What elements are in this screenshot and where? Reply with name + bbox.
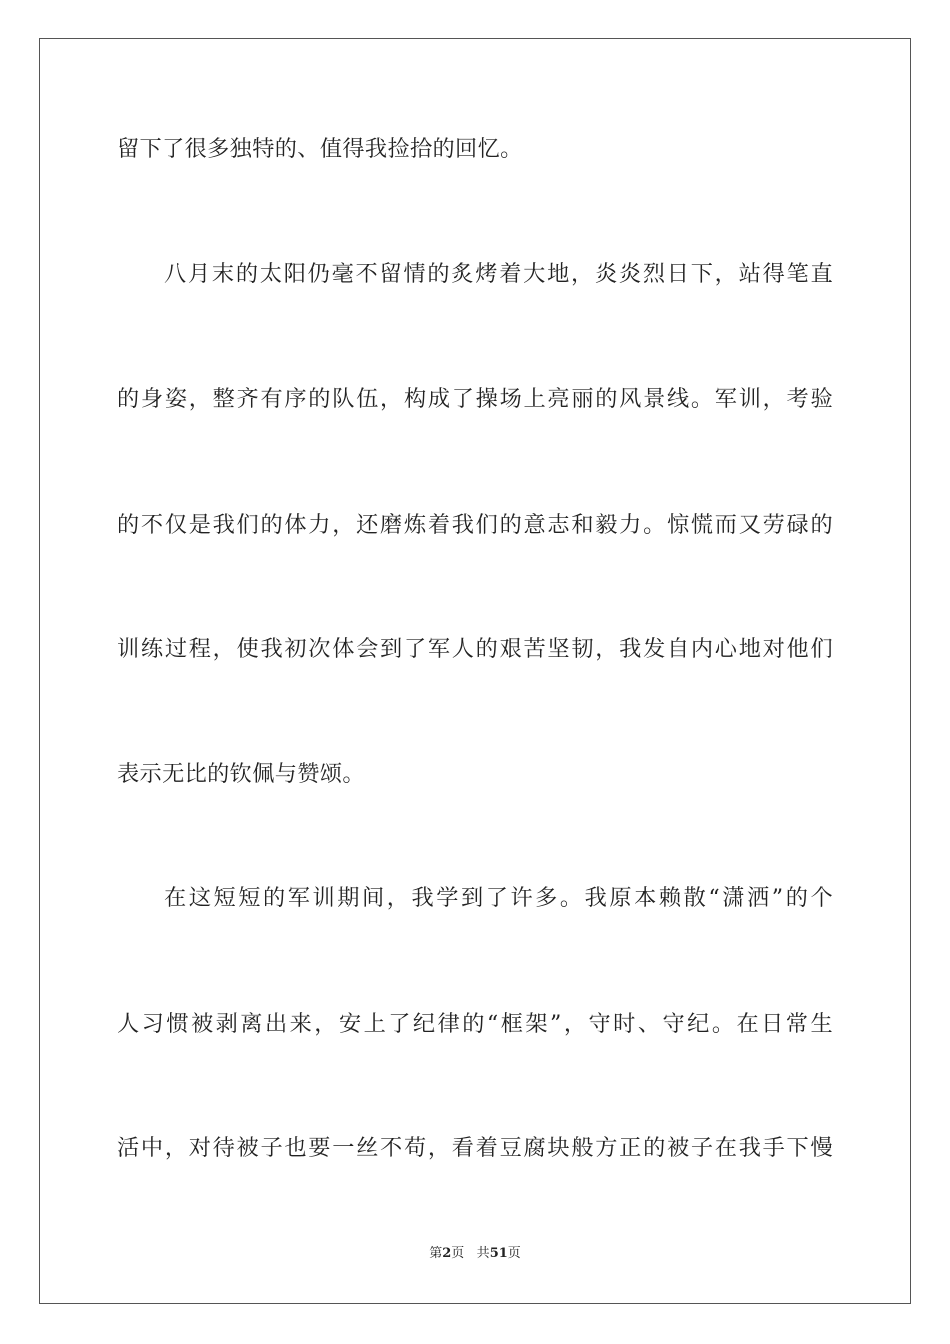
page-number: 2 xyxy=(442,1246,452,1261)
paragraph-line: 的不仅是我们的体力，还磨炼着我们的意志和毅力。惊慌而又劳碌的 xyxy=(117,512,833,538)
paragraph-line: 八月末的太阳仍毫不留情的炙烤着大地，炎炎烈日下，站得笔直 xyxy=(164,261,833,287)
paragraph-line: 在这短短的军训期间，我学到了许多。我原本赖散“潇洒”的个 xyxy=(164,885,833,911)
page-border xyxy=(39,38,911,1304)
paragraph-line: 的身姿，整齐有序的队伍，构成了操场上亮丽的风景线。军训，考验 xyxy=(117,386,833,412)
total-pages: 51 xyxy=(489,1246,508,1261)
paragraph-line: 训练过程，使我初次体会到了军人的艰苦坚韧，我发自内心地对他们 xyxy=(117,636,833,662)
paragraph-line: 表示无比的钦佩与赞颂。 xyxy=(117,761,365,787)
page-prefix: 第 xyxy=(429,1246,443,1261)
page-suffix: 页 xyxy=(451,1246,465,1261)
page-footer xyxy=(0,1245,950,1263)
total-suffix: 页 xyxy=(507,1246,521,1261)
paragraph-line: 人习惯被剥离出来，安上了纪律的“框架”，守时、守纪。在日常生 xyxy=(117,1011,833,1037)
total-prefix: 共 xyxy=(476,1246,490,1261)
paragraph-line: 活中，对待被子也要一丝不苟，看着豆腐块般方正的被子在我手下慢 xyxy=(117,1135,833,1161)
paragraph-line: 留下了很多独特的、值得我捡拾的回忆。 xyxy=(117,136,523,162)
